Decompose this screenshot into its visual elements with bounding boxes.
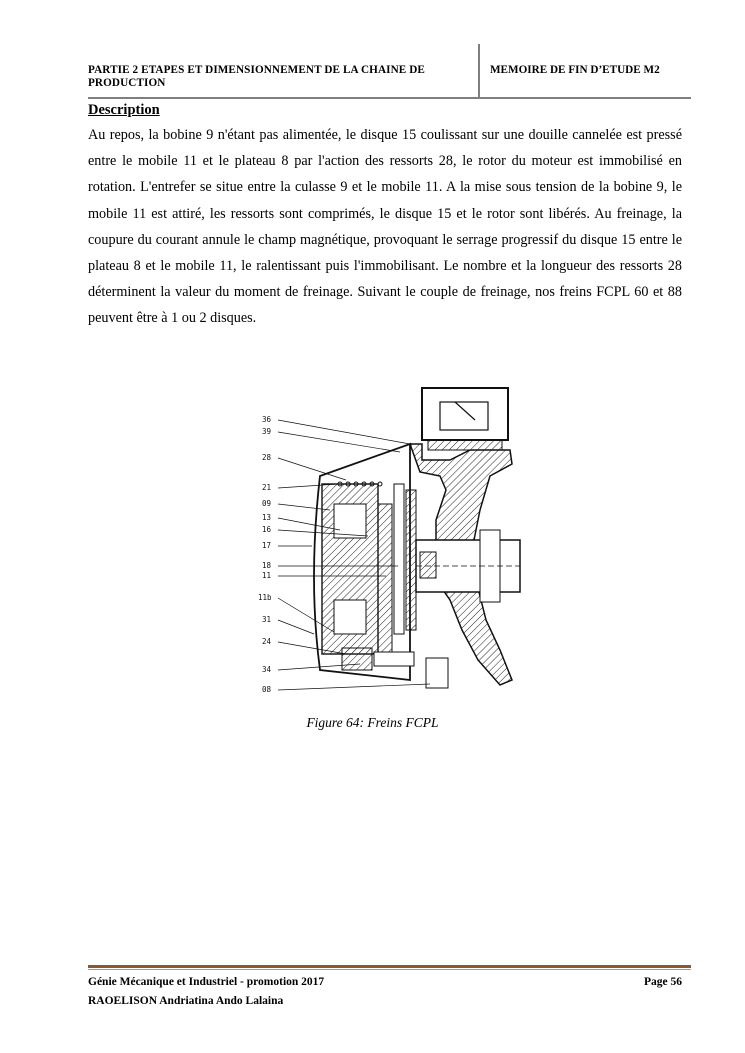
label-11b: 11b (258, 593, 272, 602)
label-17: 17 (262, 541, 272, 550)
footer-program: Génie Mécanique et Industriel - promotion 2017 (88, 976, 325, 988)
label-13: 13 (262, 513, 272, 522)
header-document-title: MEMOIRE DE FIN D’ETUDE M2 (490, 64, 660, 76)
mobile-plate (378, 504, 392, 652)
label-09: 09 (262, 499, 272, 508)
header-chapter-title: PARTIE 2 ETAPES ET DIMENSIONNEMENT DE LA CHAINE DE PRODUCTION (88, 64, 425, 89)
label-18: 18 (262, 561, 272, 570)
section-title: Description (88, 102, 160, 118)
header-divider (478, 44, 480, 98)
label-36: 36 (262, 415, 272, 424)
footer-rule (88, 965, 691, 968)
bolt (342, 648, 372, 670)
figure-caption: Figure 64: Freins FCPL (306, 715, 439, 730)
label-11: 11 (262, 571, 272, 580)
page-header (88, 44, 691, 98)
part-labels (258, 415, 272, 694)
label-28: 28 (262, 453, 272, 462)
label-24: 24 (262, 637, 272, 646)
label-21: 21 (262, 483, 272, 492)
header-rule (88, 97, 691, 99)
label-08: 08 (262, 685, 272, 694)
footer-author: RAOELISON Andriatina Ando Lalaina (88, 995, 284, 1007)
footer-page-number: Page 56 (643, 976, 682, 988)
brake-disc (394, 484, 404, 634)
label-39: 39 (262, 427, 272, 436)
terminal-box (422, 388, 508, 440)
brake-diagram (250, 380, 530, 702)
label-34: 34 (262, 665, 272, 674)
footer-rule-thin (88, 969, 691, 970)
section-paragraph: Au repos, la bobine 9 n'étant pas alimentée, le disque 15 coulissant sur une douille cannelée est pressé entre le mobile 11 et le plateau 8 par l'action des ressorts 28, le rotor du moteur est immobilisé en rotation. L'entrefer se situe entre la culasse 9 et le mobile 11. A la mise sous tension de la bobine 9, le mobile 11 est attiré, les ressorts sont comprimés, le disque 15 et le rotor sont libérés. Au freinage, la coupure du courant annule le champ magnétique, provoquant le serrage progressif du disque 15 entre le plateau 8 et le mobile 11, le ralentissant puis l'immobilisant. Le nombre et la longueur des ressorts 28 déterminent la valeur du moment de freinage. Suivant le couple de freinage, nos freins FCPL 60 et 88 peuvent être à 1 ou 2 disques. (88, 127, 682, 327)
label-16: 16 (262, 525, 272, 534)
label-31: 31 (262, 615, 272, 624)
